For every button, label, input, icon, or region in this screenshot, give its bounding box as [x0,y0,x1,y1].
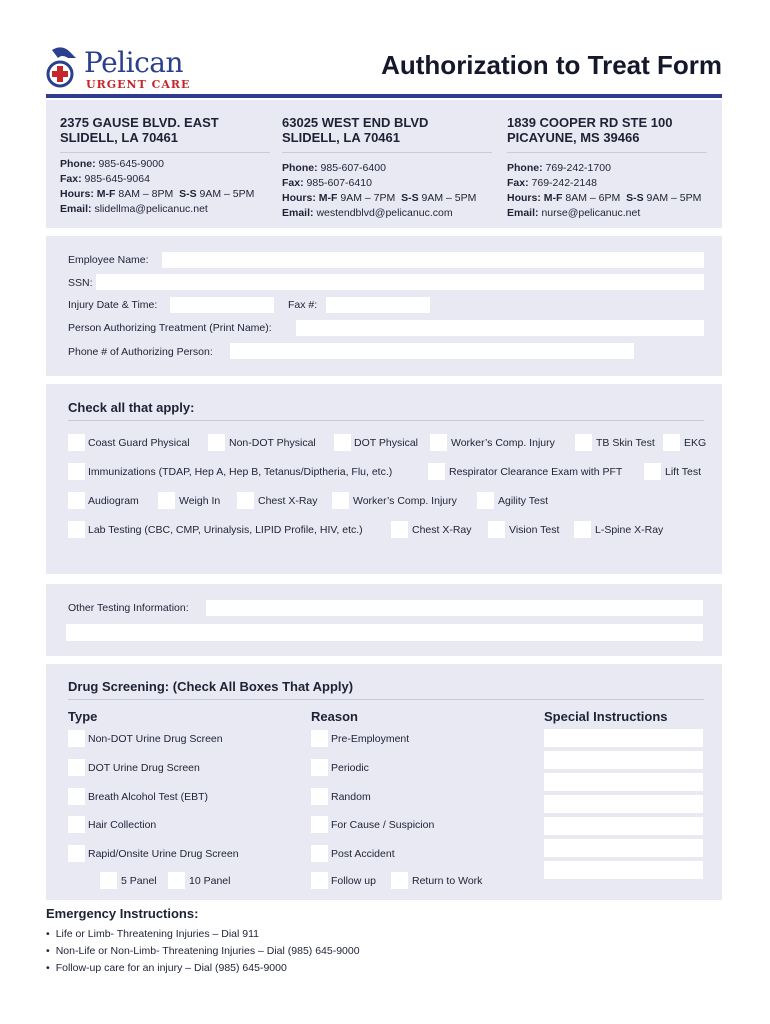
10-panel-label: 10 Panel [189,875,231,887]
location-3-line1: 1839 COOPER RD STE 100 [507,115,673,130]
special-instructions-field[interactable] [544,751,703,769]
follow-up-checkbox[interactable] [311,872,328,889]
non-dot-urine-label: Non-DOT Urine Drug Screen [88,733,223,745]
hours-label: Hours: [60,188,94,200]
fax-label: Fax: [507,177,529,189]
location-3 [507,115,717,145]
location-1 [60,115,270,145]
lift-checkbox[interactable] [644,463,661,480]
post-accident-checkbox[interactable] [311,845,328,862]
employee-name-label: Employee Name: [68,254,149,266]
other-testing-panel [46,584,722,656]
location-1-line1: 2375 GAUSE BLVD. EAST [60,115,219,130]
breath-alcohol-checkbox[interactable] [68,788,85,805]
pre-employment-label: Pre-Employment [331,733,410,745]
location-2 [282,115,492,145]
phone-label: Phone: [60,158,96,170]
rapid-onsite-label: Rapid/Onsite Urine Drug Screen [88,848,239,860]
agility-label: Agility Test [498,495,548,507]
other-testing-field-2[interactable] [66,624,703,641]
ekg-label: EKG [684,437,707,449]
ssn-label: SSN: [68,277,93,289]
email-link[interactable]: westendblvd@pelicanuc.com [316,207,453,219]
emergency-item: • Non-Life or Non-Limb- Threatening Injuries – Dial (985) 645-9000 [46,943,360,960]
workers-comp-checkbox[interactable] [430,434,447,451]
hours-days: S-S [179,188,197,200]
10-panel-checkbox[interactable] [168,872,185,889]
special-instructions-field[interactable] [544,773,703,791]
location-3-line2: PICAYUNE, MS 39466 [507,130,640,145]
hours-days: S-S [401,192,419,204]
periodic-checkbox[interactable] [311,759,328,776]
post-accident-label: Post Accident [331,848,395,860]
divider [68,420,704,421]
divider [60,152,270,153]
dot-label: DOT Physical [354,437,418,449]
emergency-title: Emergency Instructions: [46,906,199,921]
fax-label: Fax: [282,177,304,189]
special-instructions-heading: Special Instructions [544,709,668,724]
fax-value: 985-645-9064 [84,173,150,185]
email-label: Email: [60,203,92,215]
logo [44,44,204,90]
coast-guard-label: Coast Guard Physical [88,437,190,449]
pre-employment-checkbox[interactable] [311,730,328,747]
fax-label: Fax: [60,173,82,185]
phone-label: Phone: [507,162,543,174]
hours-value: 9AM – 7PM [340,192,396,204]
for-cause-checkbox[interactable] [311,816,328,833]
authorizer-field[interactable] [296,320,704,336]
chest-xray-2-label: Chest X-Ray [412,524,472,536]
location-2-line1: 63025 WEST END BLVD [282,115,429,130]
non-dot-urine-checkbox[interactable] [68,730,85,747]
other-testing-field[interactable] [206,600,703,616]
audiogram-checkbox[interactable] [68,492,85,509]
periodic-label: Periodic [331,762,369,774]
rapid-onsite-checkbox[interactable] [68,845,85,862]
email-link[interactable]: nurse@pelicanuc.net [541,207,641,219]
weigh-in-checkbox[interactable] [158,492,175,509]
chest-xray-2-checkbox[interactable] [391,521,408,538]
breath-alcohol-label: Breath Alcohol Test (EBT) [88,791,209,803]
special-instructions-field[interactable] [544,839,703,857]
injury-date-field[interactable] [170,297,274,313]
hair-collection-checkbox[interactable] [68,816,85,833]
random-checkbox[interactable] [311,788,328,805]
emergency-list [46,926,360,977]
lab-testing-label: Lab Testing (CBC, CMP, Urinalysis, LIPID Profile, HIV, etc.) [88,524,363,536]
drug-screening-title: Drug Screening: (Check All Boxes That Apply) [68,679,354,694]
dot-checkbox[interactable] [334,434,351,451]
fax-number-field[interactable] [326,297,430,313]
logo-name: Pelican [84,46,183,79]
tests-title: Check all that apply: [68,400,195,415]
5-panel-checkbox[interactable] [100,872,117,889]
special-instructions-field[interactable] [544,817,703,835]
dot-urine-checkbox[interactable] [68,759,85,776]
reason-heading: Reason [311,709,358,724]
location-1-line2: SLIDELL, LA 70461 [60,130,178,145]
employee-name-field[interactable] [162,252,704,268]
workers-comp-2-checkbox[interactable] [332,492,349,509]
respirator-checkbox[interactable] [428,463,445,480]
location-2-contacts [282,161,502,221]
other-testing-label: Other Testing Information: [68,602,189,614]
hours-days: M-F [96,188,116,200]
authorizer-label: Person Authorizing Treatment (Print Name): [68,322,272,334]
location-3-contacts [507,161,722,221]
dot-urine-label: DOT Urine Drug Screen [88,762,200,774]
fax-number-label: Fax #: [288,299,318,311]
divider [507,152,707,153]
logo-subtitle: URGENT CARE [86,78,191,91]
fax-value: 769-242-2148 [531,177,597,189]
email-link[interactable]: slidellma@pelicanuc.net [94,203,208,215]
phone-value: 985-645-9000 [98,158,164,170]
respirator-label: Respirator Clearance Exam with PFT [449,466,623,478]
authorizer-phone-label: Phone # of Authorizing Person: [68,346,213,358]
lspine-label: L-Spine X-Ray [595,524,664,536]
emergency-item: • Follow-up care for an injury – Dial (985) 645-9000 [46,960,360,977]
authorizer-phone-field[interactable] [230,343,634,359]
return-to-work-checkbox[interactable] [391,872,408,889]
divider [282,152,492,153]
hair-collection-label: Hair Collection [88,819,157,831]
hours-value: 9AM – 5PM [646,192,702,204]
lspine-checkbox[interactable] [574,521,591,538]
phone-label: Phone: [282,162,318,174]
divider [68,699,704,700]
random-label: Random [331,791,371,803]
hours-label: Hours: [282,192,316,204]
injury-date-label: Injury Date & Time: [68,299,158,311]
ssn-field[interactable] [96,274,704,290]
location-2-line2: SLIDELL, LA 70461 [282,130,400,145]
hours-label: Hours: [507,192,541,204]
fax-value: 985-607-6410 [306,177,372,189]
hours-value: 9AM – 5PM [421,192,477,204]
vision-checkbox[interactable] [488,521,505,538]
lift-label: Lift Test [665,466,701,478]
hours-days: S-S [626,192,644,204]
vision-label: Vision Test [509,524,560,536]
coast-guard-checkbox[interactable] [68,434,85,451]
type-heading: Type [68,709,98,724]
special-instructions-field[interactable] [544,861,703,879]
hours-days: M-F [318,192,338,204]
non-dot-checkbox[interactable] [208,434,225,451]
hours-days: M-F [543,192,563,204]
phone-value: 985-607-6400 [320,162,386,174]
page-title: Authorization to Treat Form [381,50,722,80]
return-to-work-label: Return to Work [412,875,483,887]
location-1-contacts [60,157,280,217]
hours-value: 9AM – 5PM [199,188,255,200]
special-instructions-field[interactable] [544,729,703,747]
non-dot-label: Non-DOT Physical [229,437,316,449]
immunizations-checkbox[interactable] [68,463,85,480]
weigh-in-label: Weigh In [179,495,221,507]
agility-checkbox[interactable] [477,492,494,509]
lab-testing-checkbox[interactable] [68,521,85,538]
emergency-item: • Life or Limb- Threatening Injuries – Dial 911 [46,926,360,943]
email-label: Email: [282,207,314,219]
5-panel-label: 5 Panel [121,875,157,887]
chest-xray-label: Chest X-Ray [258,495,318,507]
workers-comp-label: Worker’s Comp. Injury [451,437,555,449]
audiogram-label: Audiogram [88,495,139,507]
phone-value: 769-242-1700 [545,162,611,174]
email-label: Email: [507,207,539,219]
chest-xray-checkbox[interactable] [237,492,254,509]
hours-value: 8AM – 6PM [565,192,621,204]
tb-label: TB Skin Test [596,437,655,449]
workers-comp-2-label: Worker’s Comp. Injury [353,495,457,507]
follow-up-label: Follow up [331,875,376,887]
ekg-checkbox[interactable] [663,434,680,451]
hours-value: 8AM – 8PM [118,188,174,200]
header-rule [46,94,722,98]
for-cause-label: For Cause / Suspicion [331,819,435,831]
tb-checkbox[interactable] [575,434,592,451]
immunizations-label: Immunizations (TDAP, Hep A, Hep B, Tetanus/Diptheria, Flu, etc.) [88,466,393,478]
special-instructions-field[interactable] [544,795,703,813]
pelican-icon [44,44,84,90]
